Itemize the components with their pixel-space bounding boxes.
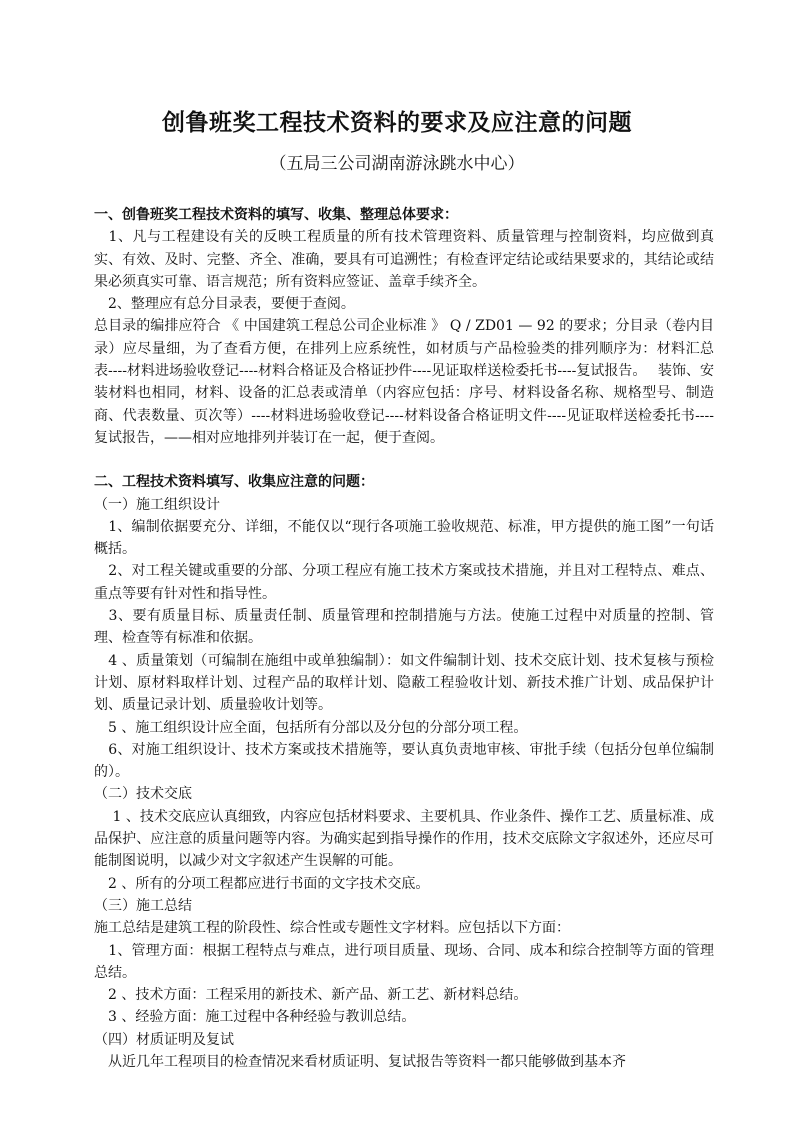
subsection-1-item: 1、编制依据要充分、详细，不能仅以“现行各项施工验收规范、标准，甲方提供的施工图”一句话概括。 [94, 518, 714, 558]
subsection-3-item: 1、管理方面：根据工程特点与难点，进行项目质量、现场、合同、成本和综合控制等方面的管理总结。 [94, 942, 714, 981]
subsection-1-item: 6、对施工组织设计、技术方案或技术措施等，要认真负责地审核、审批手续（包括分包单位编制的）。 [94, 741, 714, 781]
subsection-1-item: 2、对工程关键或重要的分部、分项工程应有施工技术方案或技术措施，并且对工程特点、难点、重点等要有针对性和指导性。 [94, 563, 714, 602]
subsection-1-item: 3、要有质量目标、质量责任制、质量管理和控制措施与方法。使施工过程中对质量的控制、管理、检查等有标准和依据。 [94, 608, 714, 647]
section-1-paragraph-3: 总目录的编排应符合 《 中国建筑工程总公司企业标准 》 Q / ZD01 — 92 的要求；分目录（卷内目录）应尽量细，为了查看方便，在排列上应系统性，如材质与产品检验类的排列顺序为：材料汇总表----材料进场验收登记----材料合格证及合格证抄件----见证取样送检委托书----复试报告。 装饰、安装材料也相同，材料、设备的汇总表或清单（内容应包括：序号、材料设备名称、规格型号、制造商、代表数量、页次等）----材料进场验收登记----材料设备合格证明文件----见证取样送检委托书----复试报告，——相对应地排列并装订在一起，便于查阅。 [94, 318, 714, 446]
subsection-3-item: 2 、技术方面：工程采用的新技术、新产品、新工艺、新材料总结。 [94, 987, 528, 1004]
section-1-heading: 一、创鲁班奖工程技术资料的填写、收集、整理总体要求： [94, 207, 458, 223]
section-1-paragraph-2: 2、整理应有总分目录表，要便于查阅。 [94, 296, 355, 313]
subsection-4-intro: 从近几年工程项目的检查情况来看材质证明、复试报告等资料一都只能够做到基本齐 [94, 1053, 626, 1070]
subsection-2-item: 1 、技术交底应认真细致，内容应包括材料要求、主要机具、作业条件、操作工艺、质量标准、成品保护、应注意的质量问题等内容。为确实起到指导操作的作用，技术交底除文字叙述外，还应尽可能制图说明，以减少对文字叙述产生误解的可能。 [94, 808, 714, 870]
section-2-heading: 二、工程技术资料填写、收集应注意的问题： [94, 474, 374, 491]
subsection-3-item: 3 、经验方面：施工过程中各种经验与教训总结。 [94, 1009, 416, 1026]
subsection-2-item: 2 、所有的分项工程都应进行书面的文字技术交底。 [94, 875, 430, 892]
subsection-2-title: （二）技术交底 [94, 786, 192, 803]
section-spacer [94, 449, 714, 471]
document-body [94, 204, 714, 1073]
subsection-4-title: （四）材质证明及复试 [94, 1031, 234, 1048]
subsection-3-title: （三）施工总结 [94, 897, 192, 914]
document-title: 创鲁班奖工程技术资料的要求及应注意的问题 [162, 109, 632, 136]
subsection-1-item: 4 、质量策划（可编制在施组中或单独编制）：如文件编制计划、技术交底计划、技术复核与预检计划、原材料取样计划、过程产品的取样计划、隐蔽工程验收计划、新技术推广计划、成品保护计划、质量记录计划、质量验收计划等。 [94, 652, 714, 714]
subsection-1-title: （一）施工组织设计 [94, 496, 220, 513]
subsection-1-item: 5 、施工组织设计应全面，包括所有分部以及分包的分部分项工程。 [94, 719, 528, 736]
subsection-3-intro: 施工总结是建筑工程的阶段性、综合性或专题性文字材料。应包括以下方面： [94, 920, 570, 937]
document-subtitle: （五局三公司湖南游泳跳水中心） [269, 154, 525, 174]
section-1-paragraph-1: 1、凡与工程建设有关的反映工程质量的所有技术管理资料、质量管理与控制资料，均应做到真实、有效、及时、完整、齐全、准确，要具有可追溯性；有检查评定结论或结果要求的，其结论或结果必须真实可靠、语言规范；所有资料应签证、盖章手续齐全。 [94, 229, 714, 290]
